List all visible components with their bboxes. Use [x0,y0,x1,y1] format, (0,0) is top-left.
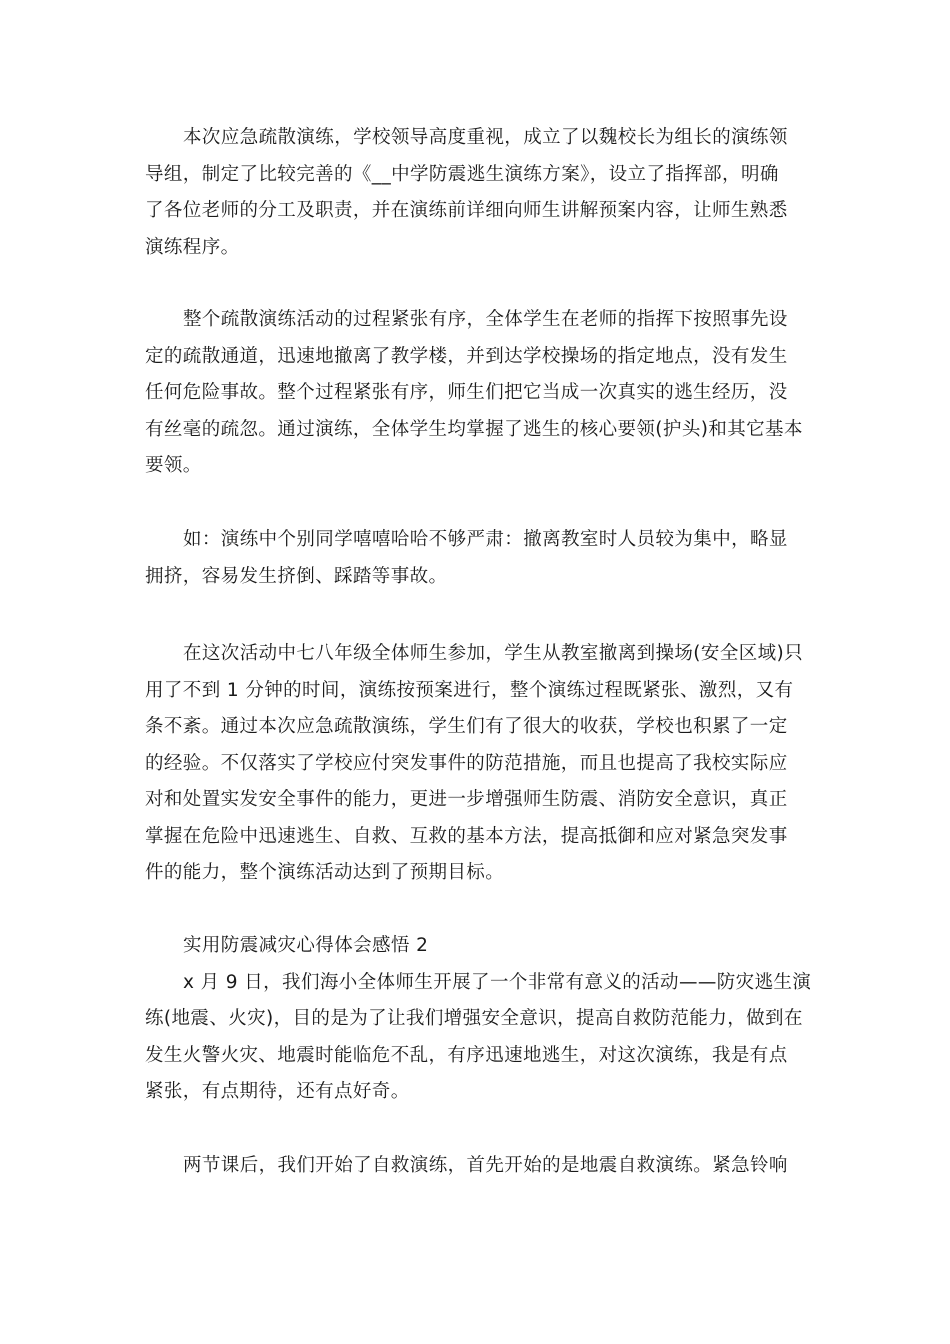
text-line: 拥挤，容易发生挤倒、踩踏等事故。 [145,565,448,587]
text-line: 在这次活动中七八年级全体师生参加，学生从教室撤离到操场(安全区域)只 [183,643,804,664]
text-line: 用了不到 1 分钟的时间，演练按预案进行，整个演练过程既紧张、激烈，又有 [145,679,794,701]
paragraph-section-2 [145,928,815,1111]
text-line: 条不紊。通过本次应急疏散演练，学生们有了很大的收获，学校也积累了一定 [145,716,788,737]
text-line: 演练程序。 [145,236,240,258]
text-line: 任何危险事故。整个过程紧张有序，师生们把它当成一次真实的逃生经历，没 [145,382,788,403]
text-line: 对和处置实发安全事件的能力，更进一步增强师生防震、消防安全意识，真正 [145,789,788,810]
text-line: 发生火警火灾、地震时能临危不乱，有序迅速地逃生，对这次演练，我是有点 [145,1044,788,1066]
text-line: 整个疏散演练活动的过程紧张有序，全体学生在老师的指挥下按照事先设 [183,309,788,330]
paragraph-leadership [145,120,815,266]
text-line: 本次应急疏散演练，学校领导高度重视，成立了以魏校长为组长的演练领 [183,127,788,148]
text-line: 紧张，有点期待，还有点好奇。 [145,1081,410,1102]
text-line: 两节课后，我们开始了自救演练，首先开始的是地震自救演练。紧急铃响 [183,1155,788,1176]
paragraph-drill-start [145,1148,815,1185]
text-line: x 月 9 日，我们海小全体师生开展了一个非常有意义的活动——防灾逃生演 [183,971,812,993]
text-line: 的经验。不仅落实了学校应付突发事件的防范措施，而且也提高了我校实际应 [145,752,788,774]
text-line: 练(地震、火灾)，目的是为了让我们增强安全意识，提高自救防范能力，做到在 [145,1008,803,1029]
text-line: 掌握在危险中迅速逃生、自救、互救的基本方法，提高抵御和应对紧急突发事 [145,825,788,847]
text-line: 如：演练中个别同学嘻嘻哈哈不够严肃：撤离教室时人员较为集中，略显 [183,529,788,550]
text-line: 件的能力，整个演练活动达到了预期目标。 [145,862,505,883]
paragraph-problems [145,522,815,595]
paragraph-evacuation-process [145,302,815,485]
text-line: 要领。 [145,455,202,476]
text-line: 有丝毫的疏忽。通过演练，全体学生均掌握了逃生的核心要领(护头)和其它基本 [145,418,803,440]
text-line: 导组，制定了比较完善的《__中学防震逃生演练方案》，设立了指挥部，明确 [145,163,779,185]
section-heading: 实用防震减灾心得体会感悟 2 [183,935,429,956]
text-line: 定的疏散通道，迅速地撤离了教学楼，并到达学校操场的指定地点，没有发生 [145,345,788,367]
paragraph-results [145,636,815,892]
text-line: 了各位老师的分工及职责，并在演练前详细向师生讲解预案内容，让师生熟悉 [145,200,788,221]
